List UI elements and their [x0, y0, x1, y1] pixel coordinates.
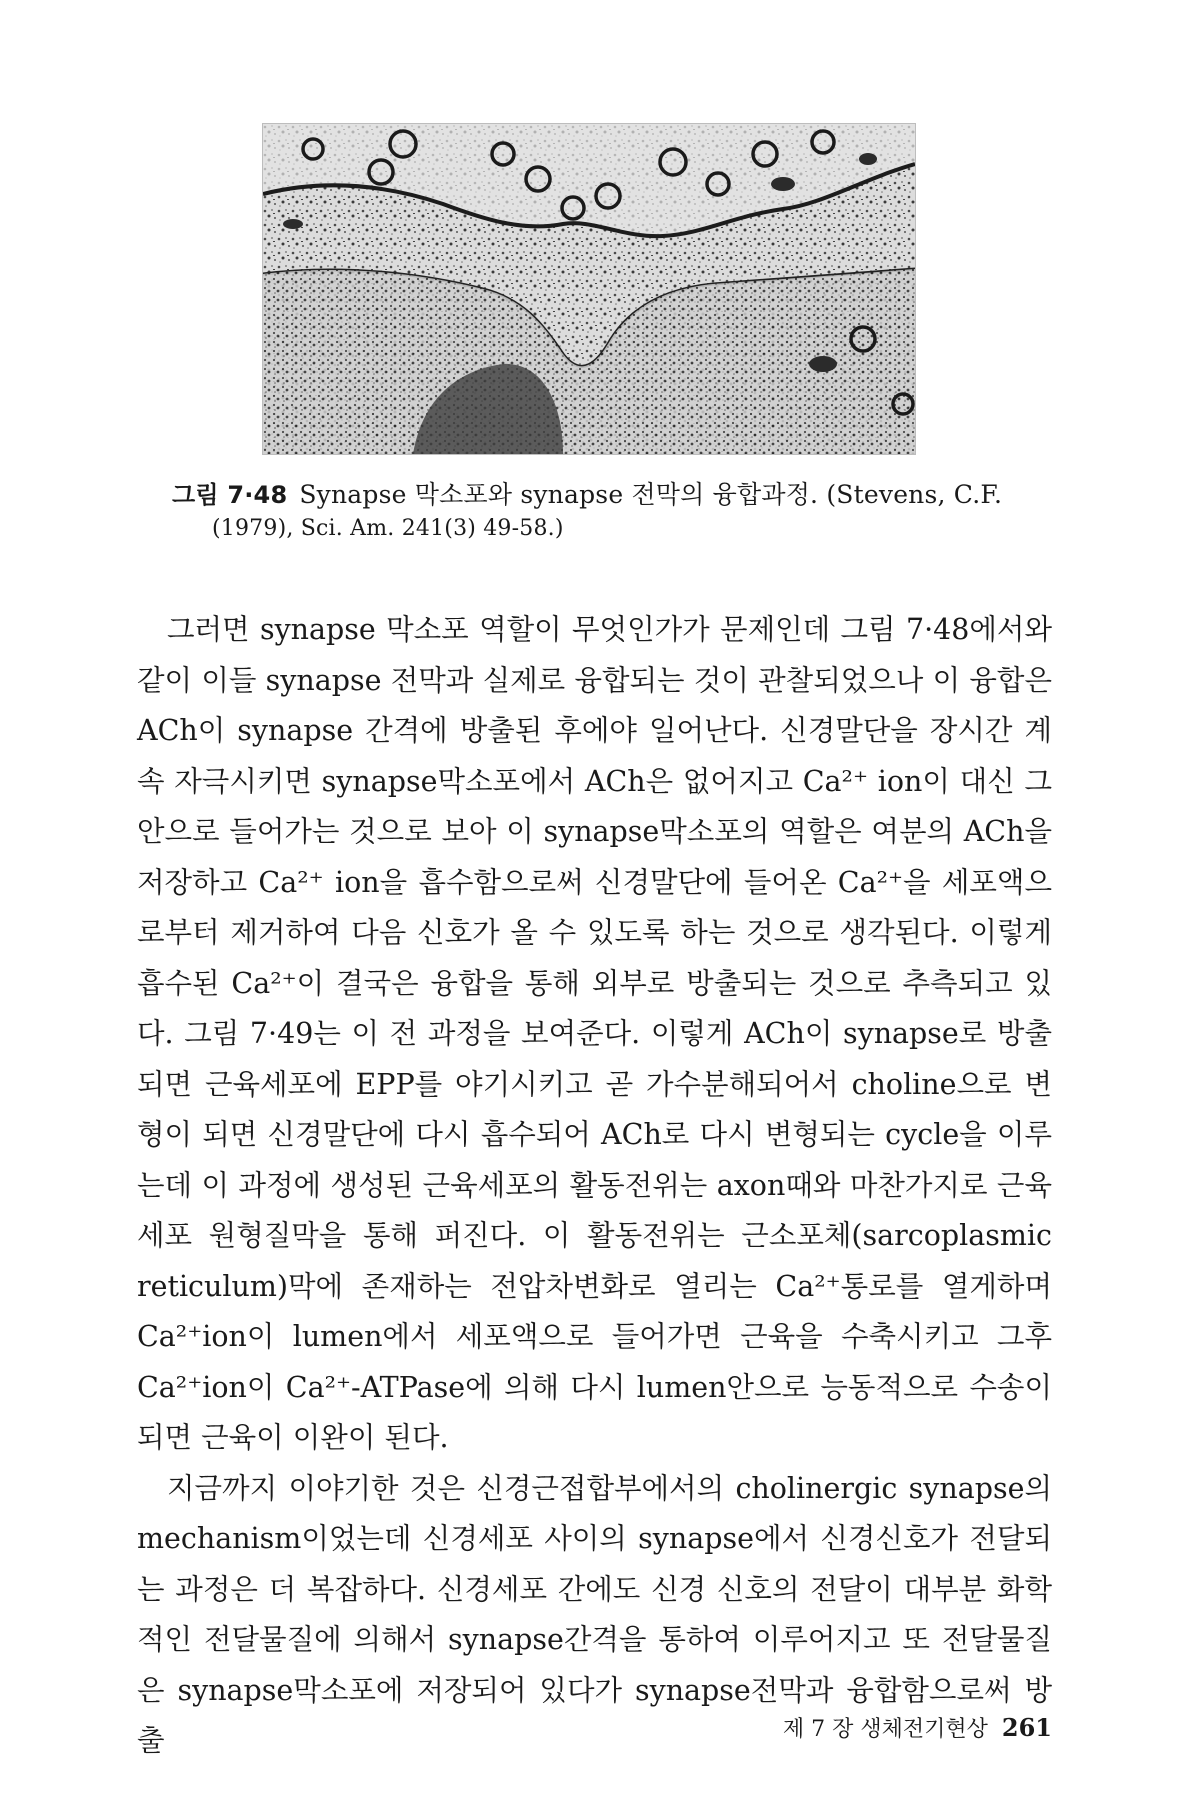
page-number: 261 [1001, 1713, 1052, 1742]
micrograph-image [263, 124, 915, 454]
paragraph-2: 지금까지 이야기한 것은 신경근접합부에서의 cholinergic synapse의 mechanism이었는데 신경세포 사이의 synapse에서 신경신호가 전달되는 과정은 더 복잡하다. 신경세포 간에도 신경 신호의 전달이 대부분 화학적인 전달물질에 의해서 synapse간격을 통하여 이루어지고 또 전달물질은 synapse막소포에 저장되어 있다가 synapse전막과 융합함으로써 방출 [137, 1471, 1052, 1757]
body-text [137, 605, 1052, 1767]
figure-caption-text: Synapse 막소포와 synapse 전막의 융합과정. (Stevens, C.F. [299, 480, 1003, 509]
figure-label: 그림 7·48 [172, 481, 288, 509]
paragraph-1: 그러면 synapse 막소포 역할이 무엇인가가 문제인데 그림 7·48에서와 같이 이들 synapse 전막과 실제로 융합되는 것이 관찰되었으나 이 융합은 ACh이 synapse 간격에 방출된 후에야 일어난다. 신경말단을 장시간 계속 자극시키면 synapse막소포에서 ACh은 없어지고 Ca²⁺ ion이 대신 그 안으로 들어가는 것으로 보아 이 synapse막소포의 역할은 여분의 ACh을 저장하고 Ca²⁺ ion을 흡수함으로써 신경말단에 들어온 Ca²⁺을 세포액으로부터 제거하여 다음 신호가 올 수 있도록 하는 것으로 생각된다. 이렇게 흡수된 Ca²⁺이 결국은 융합을 통해 외부로 방출되는 것으로 추측되고 있다. 그림 7·49는 이 전 과정을 보여준다. 이렇게 ACh이 synapse로 방출되면 근육세포에 EPP를 야기시키고 곧 가수분해되어서 choline으로 변형이 되면 신경말단에 다시 흡수되어 ACh로 다시 변형되는 cycle을 이루는데 이 과정에 생성된 근육세포의 활동전위는 axon때와 마찬가지로 근육세포 원형질막을 통해 퍼진다. 이 활동전위는 근소포체(sarcoplasmic reticulum)막에 존재하는 전압차변화로 열리는 Ca²⁺통로를 열게하며 Ca²⁺ion이 lumen에서 세포액으로 들어가면 근육을 수축시키고 그후 Ca²⁺ion이 Ca²⁺-ATPase에 의해 다시 lumen안으로 능동적으로 수송이 되면 근육이 이완이 된다. [137, 613, 1052, 1454]
page-footer [0, 1712, 1052, 1743]
chapter-title: 제 7 장 생체전기현상 [782, 1717, 988, 1742]
figure-citation: (1979), Sci. Am. 241(3) 49-58.) [212, 516, 564, 541]
micrograph-figure [262, 123, 916, 455]
figure-caption [172, 478, 1052, 546]
